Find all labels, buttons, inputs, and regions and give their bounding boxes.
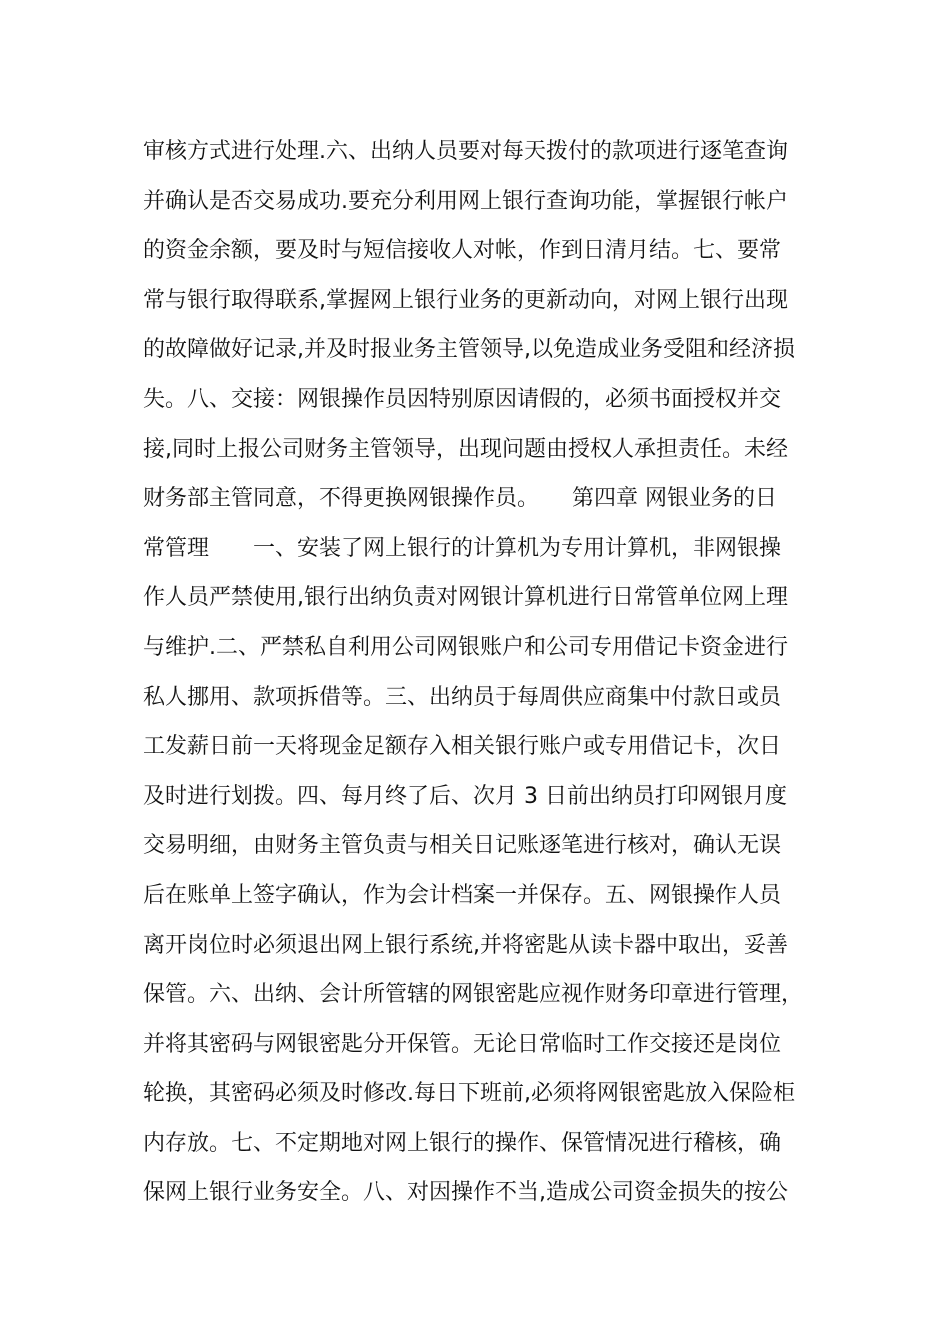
text-line: 常管理 一、安装了网上银行的计算机为专用计算机，非网银操 bbox=[143, 535, 782, 561]
text-line: 审核方式进行处理.六、出纳人员要对每天拨付的款项进行逐笔查询 bbox=[143, 139, 788, 164]
text-line: 私人挪用、款项拆借等。三、出纳员于每周供应商集中付款日或员 bbox=[143, 684, 782, 710]
text-line: 的资金余额，要及时与短信接收人对帐，作到日清月结。七、要常 bbox=[143, 238, 782, 264]
text-line: 常与银行取得联系,掌握网上银行业务的更新动向，对网上银行出现 bbox=[143, 287, 788, 313]
text-line: 作人员严禁使用,银行出纳负责对网银计算机进行日常管单位网上理 bbox=[143, 585, 788, 611]
text-line: 后在账单上签字确认，作为会计档案一并保存。五、网银操作人员 bbox=[143, 882, 782, 908]
text-line: 轮换，其密码必须及时修改.每日下班前,必须将网银密匙放入保险柜 bbox=[143, 1081, 795, 1107]
text-line: 保管。六、出纳、会计所管辖的网银密匙应视作财务印章进行管理， bbox=[143, 982, 804, 1008]
text-line: 并将其密码与网银密匙分开保管。无论日常临时工作交接还是岗位 bbox=[143, 1031, 782, 1057]
text-line: 交易明细，由财务主管负责与相关日记账逐笔进行核对，确认无误 bbox=[143, 833, 782, 859]
text-line: 离开岗位时必须退出网上银行系统,并将密匙从读卡器中取出，妥善 bbox=[143, 932, 788, 958]
text-line: 接,同时上报公司财务主管领导，出现问题由授权人承担责任。未经 bbox=[143, 436, 788, 462]
text-line: 与维护.二、严禁私自利用公司网银账户和公司专用借记卡资金进行 bbox=[143, 634, 788, 660]
text-line: 并确认是否交易成功.要充分利用网上银行查询功能，掌握银行帐户 bbox=[143, 188, 788, 214]
text-line: 财务部主管同意，不得更换网银操作员。 第四章 网银业务的日 bbox=[143, 486, 777, 512]
text-line: 工发薪日前一天将现金足额存入相关银行账户或专用借记卡，次日 bbox=[143, 734, 782, 760]
text-line: 失。八、交接：网银操作员因特别原因请假的，必须书面授权并交 bbox=[143, 386, 782, 412]
text-line: 内存放。七、不定期地对网上银行的操作、保管情况进行稽核，确 bbox=[143, 1130, 782, 1156]
text-line: 保网上银行业务安全。八、对因操作不当,造成公司资金损失的按公 bbox=[143, 1180, 788, 1206]
document-body bbox=[143, 127, 813, 1218]
text-line: 及时进行划拨。四、每月终了后、次月 3 日前出纳员打印网银月度 bbox=[143, 783, 787, 809]
text-line: 的故障做好记录,并及时报业务主管领导,以免造成业务受阻和经济损 bbox=[143, 337, 795, 363]
